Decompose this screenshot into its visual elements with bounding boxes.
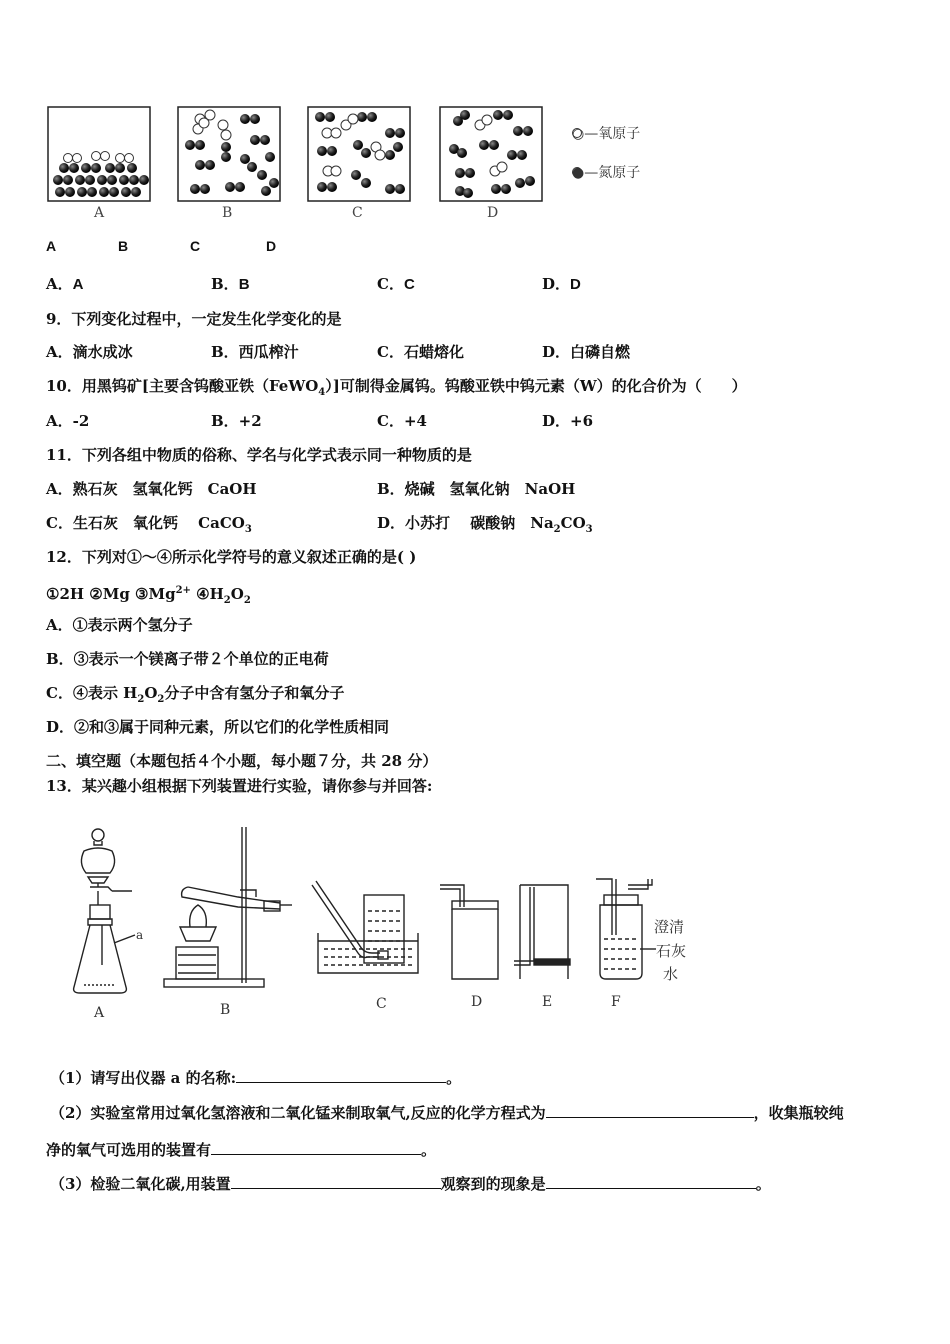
q12-option-c: C．④表示 $H_2O_2$分子中含有氢分子和氧分子 [46,684,345,705]
q10-option-a: A．-2 [46,412,90,430]
answer-blank-4[interactable] [231,1174,441,1189]
caption-a: A [46,238,57,254]
apparatus-b [164,827,292,987]
q11-option-c: C．生石灰 氧化钙 CaCO$_3$ [46,514,252,535]
q13-part2-line2: 净的氧气可选用的装置有 。 [46,1141,437,1159]
apparatus-d [440,885,498,979]
answer-blank-1[interactable] [236,1068,446,1083]
box-label-c: C [352,205,363,221]
limewater-label-1: 澄清 [654,918,685,936]
q9-option-b: B．西瓜榨汁 [211,343,299,361]
q10-option-d: D．+6 [542,412,594,430]
q12-option-b: B．③表示一个镁离子带２个单位的正电荷 [46,650,329,668]
limewater-label-3: 水 [663,965,679,983]
q9-option-a: A．滴水成冰 [46,343,133,361]
q13-part1: （1）请写出仪器 a 的名称: 。 [50,1069,462,1087]
q8-option-a: A．A [46,275,84,293]
q13-stem: 13．某兴趣小组根据下列装置进行实验，请你参与并回答: [46,777,433,795]
box-d [440,107,542,201]
answer-blank-3[interactable] [211,1140,421,1155]
box-a [48,107,150,201]
apparatus-label-a: A [94,1005,105,1021]
apparatus-label-b: B [220,1002,231,1018]
q11-stem: 11．下列各组中物质的俗称、学名与化学式表示同一种物质的是 [46,446,472,464]
q9-stem: 9．下列变化过程中，一定发生化学变化的是 [46,310,342,328]
caption-b: B [118,238,129,254]
limewater-label-2: 石灰 [656,942,687,960]
box-label-d: D [487,205,499,221]
q11-option-a: A．熟石灰 氢氧化钙 CaOH [46,480,257,498]
q12-stem: 12．下列对①～④所示化学符号的意义叙述正确的是( ) [46,548,417,566]
apparatus-label-d: D [471,994,483,1010]
apparatus-e [514,885,570,979]
q8-option-d: D．D [542,275,581,293]
q9-option-d: D．白磷自燃 [542,343,631,361]
legend-oxygen: ○—氧原子 [572,126,641,142]
apparatus-label-c: C [376,996,387,1012]
q13-part3: （3）检验二氧化碳,用装置 观察到的现象是 。 [50,1175,771,1193]
box-label-b: B [222,205,233,221]
apparatus-a [74,829,135,993]
legend-nitrogen: ●—氮原子 [572,165,641,181]
apparatus-c [312,881,418,973]
box-b [178,107,280,201]
apparatus-label-e: E [542,994,553,1010]
q11-option-b: B．烧碱 氢氧化钠 NaOH [377,480,576,498]
caption-d: D [266,238,277,254]
caption-c: C [190,238,201,254]
answer-blank-2[interactable] [546,1103,754,1118]
q10-stem: 10．用黑钨矿[主要含钨酸亚铁（FeWO$_4$）]可制得金属钨。钨酸亚铁中钨元素（W）的化合价为（ ） [46,377,747,398]
apparatus-f [596,879,656,979]
q12-option-a: A．①表示两个氢分子 [46,616,193,634]
q12-option-d: D．②和③属于同种元素，所以它们的化学性质相同 [46,718,390,736]
apparatus-label-f: F [611,994,621,1010]
box-label-a: A [94,205,105,221]
q13-part2: （2）实验室常用过氧化氢溶液和二氧化锰来制取氧气,反应的化学方程式为 ，收集瓶较纯 [50,1104,844,1122]
answer-blank-5[interactable] [546,1174,756,1189]
q8-option-c: C．C [377,275,415,293]
q10-option-c: C．+4 [377,412,427,430]
apparatus-label-small-a: a [136,928,144,942]
q11-option-d: D．小苏打 碳酸钠 $Na_2CO_3$ [377,514,593,535]
q10-option-b: B．+2 [211,412,262,430]
q9-option-c: C．石蜡熔化 [377,343,464,361]
box-c [308,107,410,201]
q8-option-b: B．B [211,275,250,293]
q12-symbols: ①2H ②Mg $③Mg^{2+}$ $④H_2O_2$ [46,585,251,606]
section-heading: 二、填空题（本题包括４个小题，每小题７分，共 28 分） [46,752,438,770]
